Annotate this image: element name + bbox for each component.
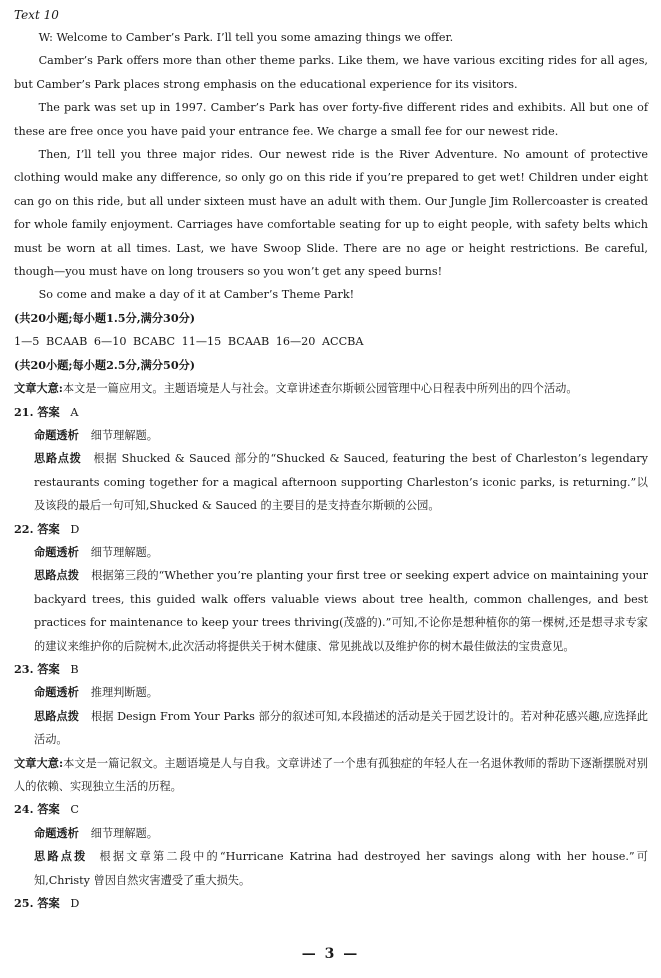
summary-2-label: 文章大意: — [14, 755, 64, 770]
q22-head: 22. 答案 — [14, 521, 60, 536]
q23-answer — [14, 658, 648, 681]
q22-type — [14, 541, 648, 564]
q24-v2: 根据文章第二段中的“Hurricane Katrina had destroyed her savings along with her house.”可知,Christy 曾因自然灾害遭受了重大损失。 — [34, 850, 648, 887]
q21-type — [14, 424, 648, 447]
q23-k2: 思路点拨 — [34, 708, 79, 723]
q24-explain — [14, 845, 648, 892]
summary-1 — [14, 377, 648, 400]
q23-explain — [14, 705, 648, 752]
q23-v2: 根据 Design From Your Parks 部分的叙述可知,本段描述的活动是关于园艺设计的。若对种花感兴趣,应选择此活动。 — [34, 709, 648, 747]
q23-v1: 推理判断题。 — [90, 686, 158, 700]
q22-v2: 根据第三段的“Whether you’re planting your first tree or seeking expert advice on maintaining your backyard trees, this guided walk offers valuable views about tree health, common challenges, and best practices for maintenance to keep your trees thriving(茂盛的).”可知,不论你是想种植你的第一棵树,还是想寻求专家的建议来维护你的后院树木,此次活动将提供关于树木健康、常见挑战以及维护你的树木最佳做法的宝贵意见。 — [34, 569, 648, 653]
page-number: — 3 — — [301, 946, 360, 962]
q22-v1: 细节理解题。 — [90, 545, 158, 559]
q21-k2: 思路点拨 — [34, 451, 82, 466]
q22-ans: D — [70, 522, 80, 536]
text-label: Text 10 — [14, 8, 59, 22]
passage-para-5: So come and make a day of it at Camber’s Theme Park! — [38, 288, 355, 302]
q21-v1: 细节理解题。 — [90, 428, 158, 442]
q25-ans: D — [70, 897, 80, 911]
q23-type — [14, 681, 648, 704]
q24-k2: 思路点拨 — [34, 849, 88, 864]
passage-para-1: W: Welcome to Camber’s Park. I’ll tell you some amazing things we offer. — [38, 31, 454, 44]
q21-head: 21. 答案 — [14, 404, 60, 419]
answer-key-1: 1—5 BCAAB 6—10 BCABC 11—15 BCAAB 16—20 ACCBA — [14, 335, 364, 349]
q24-type — [14, 822, 648, 845]
passage-para-3: The park was set up in 1997. Camber’s Park has over forty-five different rides and exhibits. All but one of these are free once you have paid your entrance fee. We charge a small fee for our newest ride. — [14, 101, 648, 138]
q22-explain — [14, 564, 648, 658]
summary-1-text: 本文是一篇应用文。主题语境是人与社会。文章讲述查尔斯顿公园管理中心日程表中所列出的四个活动。 — [62, 382, 578, 396]
q23-ans: B — [70, 662, 79, 676]
q25-head: 25. 答案 — [14, 896, 60, 911]
q22-k1: 命题透析 — [34, 544, 79, 559]
summary-2-text: 本文是一篇记叙文。主题语境是人与自我。文章讲述了一个患有孤独症的年轻人在一名退休教师的帮助下逐渐摆脱对别人的依赖、实现独立生活的历程。 — [14, 756, 648, 793]
q22-k2: 思路点拨 — [34, 568, 80, 583]
score-note-2: (共20小题;每小题2.5分,满分50分) — [14, 357, 196, 372]
q22-answer — [14, 518, 648, 541]
q24-ans: C — [70, 803, 79, 817]
q24-v1: 细节理解题。 — [90, 826, 158, 840]
q21-answer — [14, 401, 648, 424]
q21-explain — [14, 447, 648, 517]
q25-answer — [14, 892, 648, 915]
q24-answer — [14, 798, 648, 821]
passage-para-4: Then, I’ll tell you three major rides. Our newest ride is the River Adventure. No amount of protective clothing would make any difference, so only go on this ride if you’re prepared to get wet! Children under eight can go on this ride, but all under sixteen must have an adult with them. Our Jungle Jim Rollercoaster is created for whole family enjoyment. Carriages have comfortable seating for up to eight people, with safety belts which must be worn at all times. Last, we have Swoop Slide. There are no age or height restrictions. Be careful, though—you must have on long trousers so you won’t get any speed burns! — [14, 148, 648, 279]
summary-1-label: 文章大意: — [14, 381, 63, 396]
summary-2 — [14, 752, 648, 799]
q23-head: 23. 答案 — [14, 661, 60, 676]
answer-page — [14, 8, 648, 915]
q24-head: 24. 答案 — [14, 802, 60, 817]
score-note-1: (共20小题;每小题1.5分,满分30分) — [14, 310, 196, 325]
q21-ans: A — [70, 405, 79, 419]
q24-k1: 命题透析 — [34, 825, 79, 840]
passage-para-2: Camber’s Park offers more than other theme parks. Like them, we have various exciting rides for all ages, but Camber’s Park places strong emphasis on the educational experience for its visitors. — [14, 54, 648, 91]
q21-k1: 命题透析 — [34, 427, 79, 442]
q23-k1: 命题透析 — [34, 685, 79, 700]
q21-v2: 根据 Shucked & Sauced 部分的“Shucked & Sauced, featuring the best of Charleston’s legendary restaurants coming together for a magical afternoon supporting Charleston’s iconic parks, is returning.”以及该段的最后一句可知,Shucked & Sauced 的主要目的是支持查尔斯顿的公园。 — [34, 452, 648, 513]
